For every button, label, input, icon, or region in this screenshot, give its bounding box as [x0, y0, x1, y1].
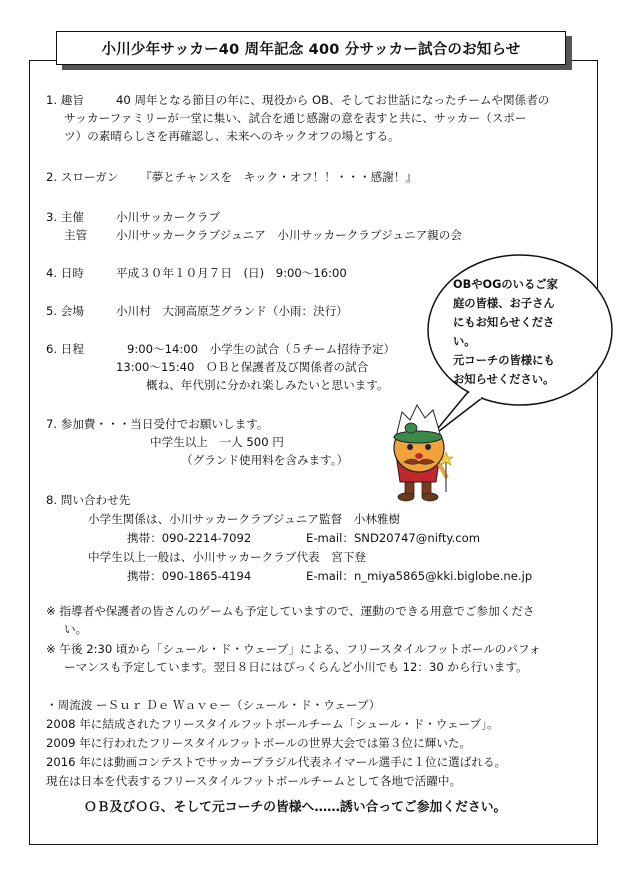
contact-elem-email: E-mail：SND20747@nifty.com: [306, 531, 481, 545]
bubble-line-3: にもお知らせくださ: [453, 316, 555, 329]
organizer-sub-text: 小川サッカークラブジュニア 小川サッカークラブジュニア親の会: [116, 228, 462, 242]
venue-text: 小川村 大洞高原芝グランド（小雨：決行）: [116, 304, 348, 318]
about-line-2: 2009 年に行われたフリースタイルフットボールの世界大会では第３位に輝いた。: [46, 736, 472, 750]
bubble-line-2: 庭の皆様、お子さん: [453, 297, 555, 310]
about-line-1: 2008 年に結成されたフリースタイルフットボールチーム「シュール・ド・ウェーブ」。: [46, 717, 499, 731]
contact-label: 8. 問い合わせ先: [46, 493, 131, 507]
fee-label: 7. 参加費・・・当日受付でお願いします。: [46, 417, 269, 431]
date-label: 4. 日時: [46, 266, 84, 280]
schedule-label: 6. 日程: [46, 342, 84, 356]
bubble-line-4: い。: [453, 335, 476, 348]
contact-jr-email: E-mail：n_miya5865@kki.biglobe.ne.jp: [306, 569, 533, 583]
about-heading: ・周流波 ーＳｕｒ Ｄｅ Ｗａｖｅー（シュール・ド・ウェーブ）: [46, 698, 381, 712]
fee-line-1: 中学生以上 一人 500 円: [150, 435, 284, 449]
about-line-4: 現在は日本を代表するフリースタイルフットボールチームとして各地で活躍中。: [46, 774, 462, 788]
closing-message: ＯＢ及びＯＧ、そして元コーチの皆様へ……誘い合ってご参加ください。: [84, 800, 507, 815]
purpose-label: 1. 趣旨: [46, 93, 84, 107]
fee-line-2: （グランド使用料を含みます。）: [181, 453, 349, 467]
bubble-line-5: 元コーチの皆様にも: [453, 354, 555, 367]
organizer-text: 小川サッカークラブ: [116, 210, 221, 224]
organizer-sub-label: 主管: [64, 228, 88, 242]
organizer-label: 3. 主催: [46, 210, 84, 224]
note-1-line-2: い。: [64, 622, 88, 636]
venue-label: 5. 会場: [46, 304, 84, 318]
contact-elem-phone: 携帯：090-2214-7092: [127, 531, 252, 545]
page-title-text: 小川少年サッカー40 周年記念 400 分サッカー試合のお知らせ: [101, 41, 521, 58]
purpose-line-2: サッカーファミリーが一堂に集い、試合を通じ感謝の意を表すと共に、サッカー（スポー: [64, 111, 527, 125]
bubble-line-6: お知らせください。: [453, 373, 555, 386]
contact-jr-phone: 携帯：090-1865-4194: [127, 569, 252, 583]
note-2-line-2: ーマンスも予定しています。翌日８日にはぴっくらんど小川でも 12：30 から行います。: [64, 660, 528, 674]
contact-elem-line: 小学生関係は、小川サッカークラブジュニア監督 小林雅樹: [88, 512, 401, 526]
purpose-line-1: 40 周年となる節目の年に、現役から OB、そしてお世話になったチームや関係者の: [116, 93, 550, 107]
bubble-line-1: OBやOGのいるご家: [453, 278, 558, 291]
purpose-line-3: ツ）の素晴らしさを再確認し、未来へのキックオフの場とする。: [64, 129, 400, 143]
slogan-text: 『夢とチャンスを キック・オフ！！・・・感謝！』: [140, 170, 417, 184]
schedule-line-1: 9:00～14:00 小学生の試合（５チーム招待予定）: [127, 342, 396, 356]
note-2-line-1: ※ 午後 2:30 頃から「シュール・ド・ウェーブ」による、フリースタイルフットボールのパフォ: [46, 642, 541, 656]
slogan-label: 2. スローガン: [46, 170, 119, 184]
note-1-line-1: ※ 指導者や保護者の皆さんのゲームも予定していますので、運動のできる用意でご参加くださ: [46, 604, 535, 618]
date-text: 平成３０年１０月７日 (日) 9:00～16:00: [116, 266, 347, 280]
schedule-line-2: 13:00～15:40 ＯＢと保護者及び関係者の試合: [116, 360, 369, 374]
about-line-3: 2016 年には動画コンテストでサッカーブラジル代表ネイマール選手に１位に選ばれる。: [46, 755, 507, 769]
contact-jr-line: 中学生以上一般は、小川サッカークラブ代表 宮下登: [88, 550, 367, 564]
schedule-line-3: 概ね、年代別に分かれ楽しみたいと思います。: [146, 378, 389, 392]
